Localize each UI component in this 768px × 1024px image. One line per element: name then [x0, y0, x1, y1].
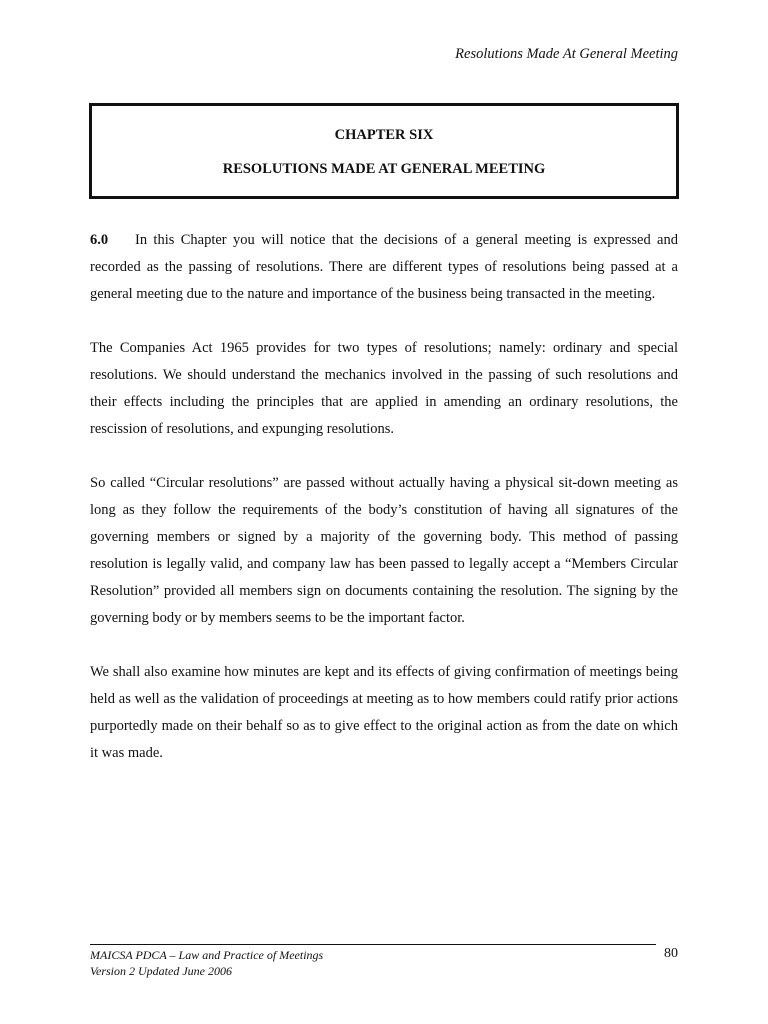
- paragraph-minutes: We shall also examine how minutes are kept and its effects of giving confirmation of meetings being held as well as the validation of proceedings at meeting as to how members could ratify prior actions purportedly made on their behalf so as to give effect to the original action as from the date on which it was made.: [90, 664, 678, 761]
- chapter-number: CHAPTER SIX: [334, 127, 434, 143]
- running-header: Resolutions Made At General Meeting: [455, 46, 678, 62]
- body-text: [90, 227, 678, 794]
- chapter-heading-box: [89, 103, 679, 199]
- section-number: 6.0: [90, 232, 109, 248]
- paragraph-circular-resolutions: So called “Circular resolutions” are passed without actually having a physical sit-down meeting as long as they follow the requirements of the body’s constitution of having all signatures of the governing members or signed by a majority of the governing body. This method of passing resolution is legally valid, and company law has been passed to legally accept a “Members Circular Resolution” provided all members sign on documents containing the resolution. The signing by the governing body or by members seems to be the important factor.: [90, 475, 678, 626]
- paragraph-text: In this Chapter you will notice that the decisions of a general meeting is expressed and recorded as the passing of resolutions. There are different types of resolutions being passed at a general meeting due to the nature and importance of the business being transacted in the meeting.: [90, 232, 678, 302]
- footer-version: Version 2 Updated June 2006: [90, 964, 232, 978]
- chapter-title: RESOLUTIONS MADE AT GENERAL MEETING: [222, 161, 546, 177]
- paragraph-intro: [90, 227, 678, 308]
- page-number: 80: [664, 946, 678, 961]
- footer-divider: [90, 944, 656, 945]
- footer-course-title: MAICSA PDCA – Law and Practice of Meetings: [90, 948, 324, 962]
- footer-info: [90, 947, 323, 979]
- paragraph-companies-act: The Companies Act 1965 provides for two types of resolutions; namely: ordinary and special resolutions. We should understand the mechanics involved in the passing of such resolutions and their effects including the principles that are applied in amending an ordinary resolutions, the rescission of resolutions, and expunging resolutions.: [90, 340, 678, 437]
